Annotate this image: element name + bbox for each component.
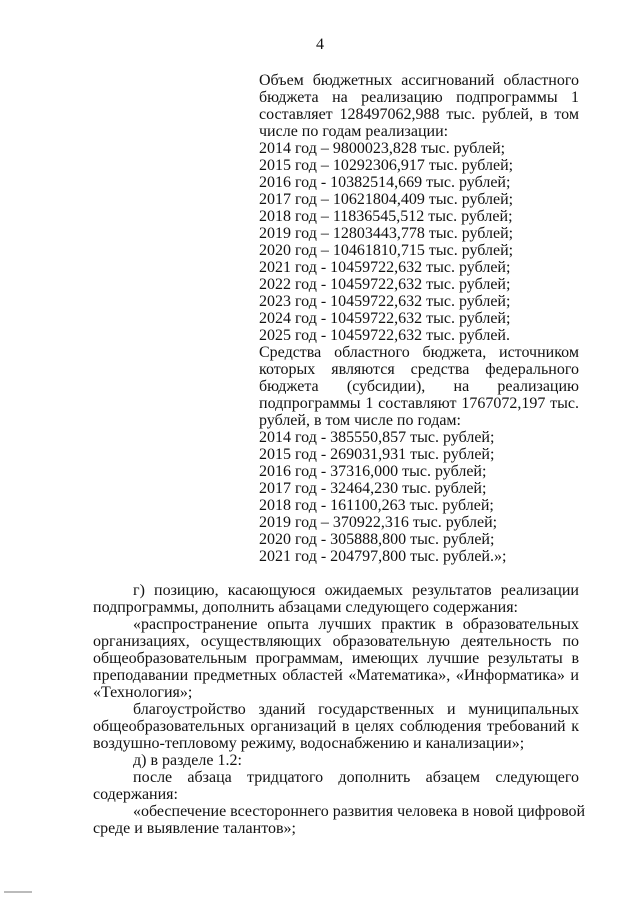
budget-year-item: 2015 год – 10292306,917 тыс. рублей; <box>259 157 514 174</box>
federal-intro-line: бюджета (субсидии), на реализацию <box>259 378 579 395</box>
budget-intro-line: числе по годам реализации: <box>259 123 449 140</box>
federal-year-list <box>259 429 579 565</box>
paragraph-improvement-line: воздушно-тепловому режиму, водоснабжению и канализации»; <box>93 735 525 752</box>
budget-intro-line: Объем бюджетных ассигнований областного <box>259 72 579 89</box>
budget-year-item: 2024 год - 10459722,632 тыс. рублей; <box>259 310 511 327</box>
paragraph-improvement-line: благоустройство зданий государственных и муниципальных <box>133 701 579 718</box>
budget-intro-line: составляет 128497062,988 тыс. рублей, в том <box>259 106 579 123</box>
budget-year-item: 2025 год - 10459722,632 тыс. рублей. <box>259 327 510 344</box>
paragraph-practices-line: общеобразовательным программам, имеющих лучшие результаты в <box>93 650 579 667</box>
federal-year-item: 2018 год - 161100,263 тыс. рублей; <box>259 497 494 514</box>
paragraph-after-line: содержания: <box>93 786 178 803</box>
scan-edge-mark <box>4 891 32 893</box>
paragraph-improvement-line: общеобразовательных организаций в целях соблюдения требований к <box>93 718 579 735</box>
federal-year-item: 2016 год - 37316,000 тыс. рублей; <box>259 463 487 480</box>
paragraph-d-line: д) в разделе 1.2: <box>133 752 242 769</box>
federal-year-item: 2015 год - 269031,931 тыс. рублей; <box>259 446 495 463</box>
federal-year-item: 2017 год - 32464,230 тыс. рублей; <box>259 480 487 497</box>
federal-intro-line: Средства областного бюджета, источником <box>259 344 579 361</box>
paragraph-after-line: после абзаца тридцатого дополнить абзацем следующего <box>133 769 579 786</box>
paragraph-g-line: подпрограммы, дополнить абзацами следующего содержания: <box>93 599 518 616</box>
budget-section <box>259 72 579 565</box>
paragraph-practices-line: «Технология»; <box>93 684 193 701</box>
budget-year-item: 2017 год – 10621804,409 тыс. рублей; <box>259 191 514 208</box>
budget-year-item: 2014 год – 9800023,828 тыс. рублей; <box>259 140 506 157</box>
budget-intro-line: бюджета на реализацию подпрограммы 1 <box>259 89 579 106</box>
budget-year-item: 2016 год - 10382514,669 тыс. рублей; <box>259 174 511 191</box>
paragraph-practices-line: организациях, осуществляющих образовательную деятельность по <box>93 633 579 650</box>
budget-year-item: 2023 год - 10459722,632 тыс. рублей; <box>259 293 511 310</box>
paragraph-g-line: г) позицию, касающуюся ожидаемых результатов реализации <box>133 582 579 599</box>
budget-year-item: 2019 год – 12803443,778 тыс. рублей; <box>259 225 514 242</box>
paragraph-digital-line: среде и выявление талантов»; <box>93 820 296 837</box>
federal-intro-line: подпрограммы 1 составляют 1767072,197 тыс. <box>259 395 579 412</box>
federal-year-item: 2021 год - 204797,800 тыс. рублей.»; <box>259 548 507 565</box>
federal-year-item: 2019 год – 370922,316 тыс. рублей; <box>259 514 498 531</box>
federal-intro-line: рублей, в том числе по годам: <box>259 412 461 429</box>
federal-year-item: 2020 год - 305888,800 тыс. рублей; <box>259 531 495 548</box>
budget-year-list <box>259 140 579 344</box>
budget-year-item: 2018 год – 11836545,512 тыс. рублей; <box>259 208 513 225</box>
federal-intro <box>259 344 579 429</box>
page-number: 4 <box>316 36 324 53</box>
federal-year-item: 2014 год - 385550,857 тыс. рублей; <box>259 429 495 446</box>
paragraph-digital-line: «обеспечение всестороннего развития человека в новой цифровой <box>133 803 586 820</box>
budget-intro <box>259 72 579 140</box>
budget-year-item: 2022 год - 10459722,632 тыс. рублей; <box>259 276 511 293</box>
budget-year-item: 2020 год – 10461810,715 тыс. рублей; <box>259 242 514 259</box>
body-text <box>93 582 586 837</box>
paragraph-practices-line: преподавании предметных областей «Математика», «Информатика» и <box>93 667 579 684</box>
budget-year-item: 2021 год - 10459722,632 тыс. рублей; <box>259 259 511 276</box>
paragraph-practices-line: «распространение опыта лучших практик в образовательных <box>133 616 579 633</box>
federal-intro-line: которых являются средства федерального <box>259 361 579 378</box>
